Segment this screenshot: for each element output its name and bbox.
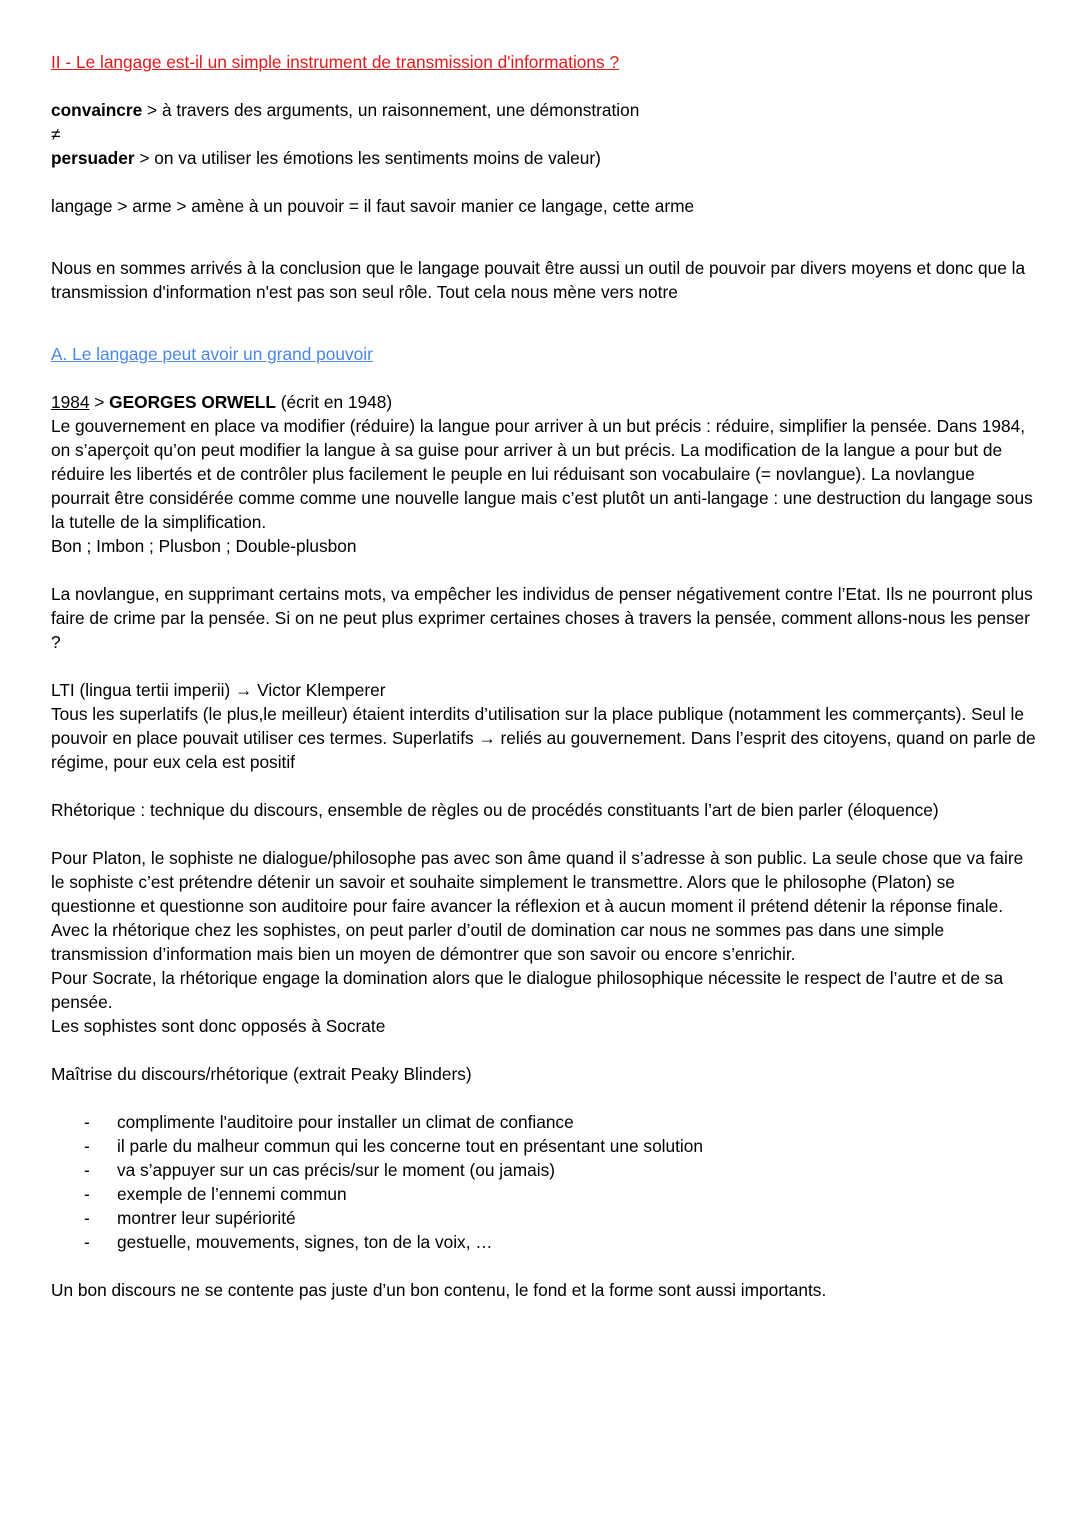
novlangue-examples: Bon ; Imbon ; Plusbon ; Double-plusbon [51, 536, 357, 556]
list-item: - il parle du malheur commun qui les concerne tout en présentant une solution [51, 1134, 1036, 1158]
persuader-term: persuader [51, 148, 135, 168]
orwell-paragraph: Le gouvernement en place va modifier (réduire) la langue pour arriver à un but précis : réduire, simplifier la pensée. Dans 1984, on s’aperçoit qu’on peut modifier la langue à sa guise pour arriver à un but précis. La modification de la langue a pour but de réduire les libertés et de contrôler plus facilement le peuple en lui réduisant son vocabulaire (= novlangue). La novlangue pourrait être considérée comme comme une nouvelle langue mais c’est plutôt un anti-langage : une destruction du langage sous la tutelle de la simplification. [51, 416, 1033, 532]
maitrise-title: Maîtrise du discours/rhétorique (extrait Peaky Blinders) [51, 1064, 472, 1084]
orwell-separator: > [89, 392, 110, 412]
lti-paragraph: Tous les superlatifs (le plus,le meilleur) étaient interdits d’utilisation sur la place publique (notamment les commerçants). Seul le pouvoir en place pouvait utiliser ces termes. Superlatifs → reliés au gouvernement. Dans l’esprit des citoyens, quand on parle de régime, pour eux cela est positif [51, 704, 1036, 772]
orwell-heading [51, 390, 1036, 414]
list-item: - exemple de l’ennemi commun [51, 1182, 1036, 1206]
subsection-title: A. Le langage peut avoir un grand pouvoir [51, 344, 373, 364]
list-item: - va s’appuyer sur un cas précis/sur le moment (ou jamais) [51, 1158, 1036, 1182]
langage-arme-line: langage > arme > amène à un pouvoir = il faut savoir manier ce langage, cette arme [51, 196, 695, 216]
not-equal-sign: ≠ [51, 124, 61, 144]
author-orwell: GEORGES ORWELL [109, 392, 276, 412]
list-item: - complimente l'auditoire pour installer un climat de confiance [51, 1110, 1036, 1134]
convaincre-definition: > à travers des arguments, un raisonnement, une démonstration [142, 100, 640, 120]
convaincre-line [51, 98, 1036, 122]
maitrise-list [51, 1110, 1036, 1254]
conclusion-paragraph: Nous en sommes arrivés à la conclusion que le langage pouvait être aussi un outil de pouvoir par divers moyens et donc que la transmission d'information n'est pas son seul rôle. Tout cela nous mène vers notre [51, 258, 1026, 302]
section-title: II - Le langage est-il un simple instrument de transmission d'informations ? [51, 52, 620, 72]
list-item: - montrer leur supériorité [51, 1206, 1036, 1230]
final-sentence: Un bon discours ne se contente pas juste d’un bon contenu, le fond et la forme sont aussi importants. [51, 1280, 827, 1300]
document-page [51, 50, 1036, 1302]
socrate-paragraph: Pour Socrate, la rhétorique engage la domination alors que le dialogue philosophique nécessite le respect de l’autre et de sa pensée. [51, 968, 1004, 1012]
novlangue-paragraph: La novlangue, en supprimant certains mots, va empêcher les individus de penser négativement contre l’Etat. Ils ne pourront plus faire de crime par la pensée. Si on ne peut plus exprimer certaines choses à travers la pensée, comment allons-nous les penser ? [51, 584, 1033, 652]
sophistes-paragraph: Avec la rhétorique chez les sophistes, on peut parler d’outil de domination car nous ne sommes pas dans une simple transmission d’information mais bien un moyen de démontrer que son savoir ou encore s’enrichir. [51, 920, 945, 964]
persuader-line [51, 146, 1036, 170]
list-item: - gestuelle, mouvements, signes, ton de la voix, … [51, 1230, 1036, 1254]
platon-paragraph: Pour Platon, le sophiste ne dialogue/philosophe pas avec son âme quand il s’adresse à son public. La seule chose que va faire le sophiste c’est prétendre détenir un savoir et souhaite simplement le transmettre. Alors que le philosophe (Platon) se questionne et questionne son auditoire pour faire avancer la réflexion et à aucun moment il prétend détenir la réponse finale. [51, 848, 1024, 916]
written-date: (écrit en 1948) [275, 392, 393, 412]
persuader-definition: > on va utiliser les émotions les sentiments moins de valeur) [134, 148, 601, 168]
sophistes-opposes-line: Les sophistes sont donc opposés à Socrate [51, 1016, 386, 1036]
lti-title: LTI (lingua tertii imperii) → Victor Klemperer [51, 680, 386, 700]
book-title-1984: 1984 [51, 392, 90, 412]
rhetorique-definition: Rhétorique : technique du discours, ensemble de règles ou de procédés constituants l’art de bien parler (éloquence) [51, 800, 939, 820]
convaincre-term: convaincre [51, 100, 143, 120]
